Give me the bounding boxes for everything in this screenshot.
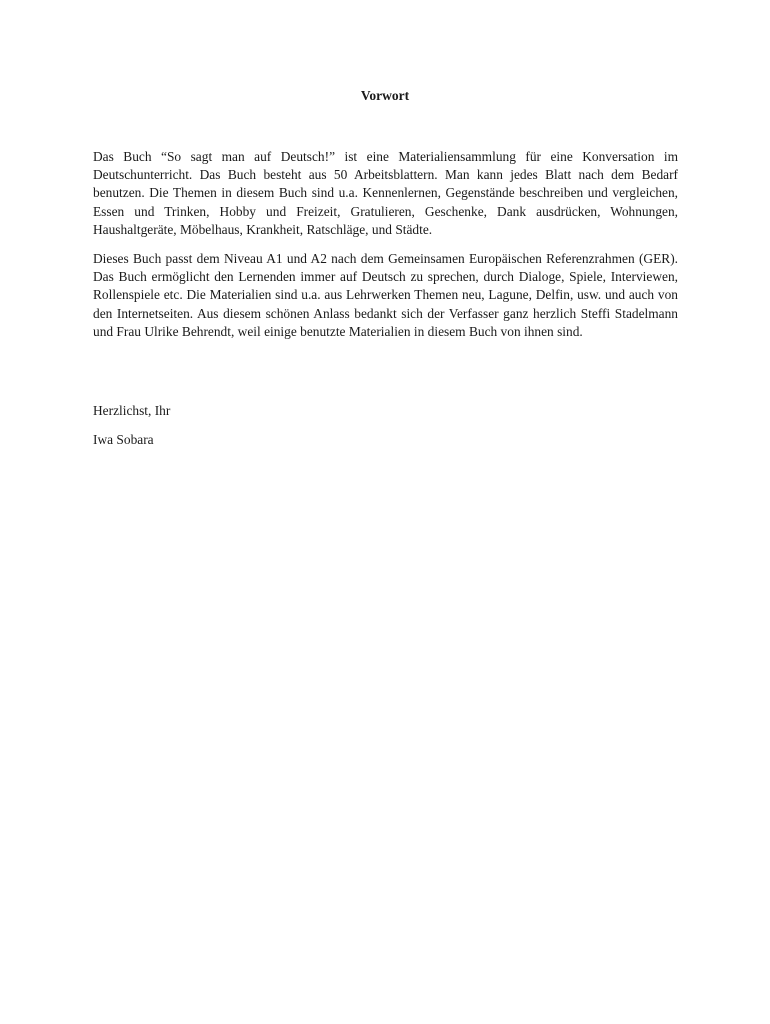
paragraph-level: Dieses Buch passt dem Niveau A1 und A2 nach dem Gemeinsamen Europäischen Referenzrahmen (GER). Das Buch ermöglicht den Lernenden immer auf Deutsch zu sprechen, durch Dialoge, Spiele, Interviewen, Rollenspiele etc. Die Materialien sind u.a. aus Lehrwerken Themen neu, Lagune, Delfin, usw. und auch von den Internetseiten. Aus diesem schönen Anlass bedankt sich der Verfasser ganz herzlich Steffi Stadelmann und Frau Ulrike Behrendt, weil einige benutzte Materialien in diesem Buch von ihnen sind. xyxy=(93,251,678,339)
closing-line: Herzlichst, Ihr xyxy=(93,403,171,418)
paragraph-intro: Das Buch “So sagt man auf Deutsch!” ist eine Materialiensammlung für eine Konversation im Deutschunterricht. Das Buch besteht aus 50 Arbeitsblattern. Man kann jedes Blatt nach dem Bedarf benutzen. Die Themen in diesem Buch sind u.a. Kennenlernen, Gegenstände beschreiben und vergleichen, Essen und Trinken, Hobby und Freizeit, Gratulieren, Geschenke, Dank ausdrücken, Wohnungen, Haushaltgeräte, Möbelhaus, Krankheit, Ratschläge, und Städte. xyxy=(93,149,678,237)
author-signature: Iwa Sobara xyxy=(93,432,154,447)
page-title: Vorwort xyxy=(360,88,410,103)
